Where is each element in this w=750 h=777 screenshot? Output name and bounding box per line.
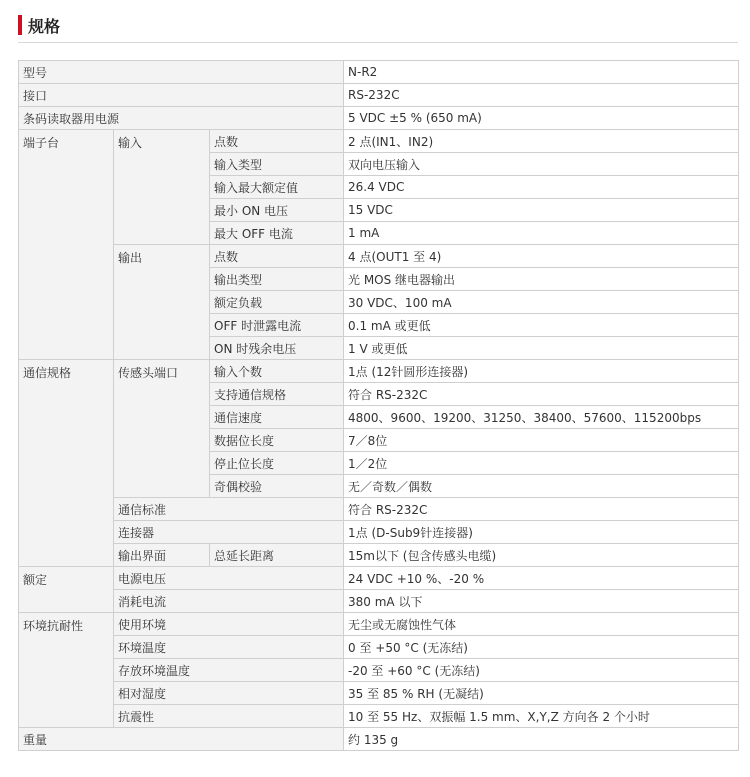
spec-label: 连接器 [114,521,344,544]
spec-label: 通信标准 [114,498,344,521]
table-row [19,728,739,751]
spec-value: 光 MOS 继电器输出 [344,268,739,291]
table-row [19,521,739,544]
spec-label: 奇偶校验 [210,475,344,498]
spec-value: 15 VDC [344,199,739,222]
spec-value: 10 至 55 Hz、双振幅 1.5 mm、X,Y,Z 方向各 2 个小时 [344,705,739,728]
spec-value: 1／2位 [344,452,739,475]
table-row [19,590,739,613]
spec-table [18,60,739,751]
group-label-terminal: 端子台 [19,130,114,360]
group-label-rated: 额定 [19,567,114,613]
spec-value: 2 点(IN1、IN2) [344,130,739,153]
table-row [19,498,739,521]
spec-label: 重量 [19,728,344,751]
spec-label: 最小 ON 电压 [210,199,344,222]
spec-label: 存放环境温度 [114,659,344,682]
spec-label: OFF 时泄露电流 [210,314,344,337]
spec-value: 15m以下 (包含传感头电缆) [344,544,739,567]
spec-label: 输入个数 [210,360,344,383]
spec-value: 1点 (D-Sub9针连接器) [344,521,739,544]
spec-value: 符合 RS-232C [344,383,739,406]
table-row [19,84,739,107]
section-header [18,14,60,36]
spec-label: 点数 [210,245,344,268]
spec-value: 24 VDC +10 %、-20 % [344,567,739,590]
spec-label: 总延长距离 [210,544,344,567]
subgroup-label-input: 输入 [114,130,210,245]
spec-value: 双向电压输入 [344,153,739,176]
spec-value: 35 至 85 % RH (无凝结) [344,682,739,705]
spec-label: 输入最大额定值 [210,176,344,199]
table-row [19,360,739,383]
spec-label: 环境温度 [114,636,344,659]
spec-label: 输入类型 [210,153,344,176]
spec-value: 无尘或无腐蚀性气体 [344,613,739,636]
subgroup-label-output-interface: 输出界面 [114,544,210,567]
spec-value: 30 VDC、100 mA [344,291,739,314]
spec-value: 4 点(OUT1 至 4) [344,245,739,268]
spec-label: 型号 [19,61,344,84]
spec-label: 相对湿度 [114,682,344,705]
spec-label: 停止位长度 [210,452,344,475]
spec-label: 使用环境 [114,613,344,636]
spec-value: 约 135 g [344,728,739,751]
subgroup-label-output: 输出 [114,245,210,360]
table-row [19,61,739,84]
spec-value: 7／8位 [344,429,739,452]
table-row [19,130,739,153]
spec-label: 通信速度 [210,406,344,429]
spec-value: 26.4 VDC [344,176,739,199]
spec-label: 输出类型 [210,268,344,291]
spec-value: 1点 (12针圆形连接器) [344,360,739,383]
spec-value: 无／奇数／偶数 [344,475,739,498]
spec-label: ON 时残余电压 [210,337,344,360]
spec-label: 额定负载 [210,291,344,314]
group-label-comm: 通信规格 [19,360,114,567]
spec-value: RS-232C [344,84,739,107]
spec-label: 条码读取器用电源 [19,107,344,130]
spec-label: 数据位长度 [210,429,344,452]
spec-value: 1 mA [344,222,739,245]
section-divider [18,42,738,43]
spec-label: 电源电压 [114,567,344,590]
table-row [19,636,739,659]
spec-value: 4800、9600、19200、31250、38400、57600、115200bps [344,406,739,429]
table-row [19,567,739,590]
spec-value: 0.1 mA 或更低 [344,314,739,337]
spec-label: 接口 [19,84,344,107]
table-row [19,659,739,682]
section-accent-bar [18,15,22,35]
spec-value: 380 mA 以下 [344,590,739,613]
subgroup-label-sensor-port: 传感头端口 [114,360,210,498]
table-row [19,245,739,268]
spec-value: 0 至 +50 °C (无冻结) [344,636,739,659]
group-label-env: 环境抗耐性 [19,613,114,728]
spec-label: 点数 [210,130,344,153]
spec-label: 最大 OFF 电流 [210,222,344,245]
table-row [19,682,739,705]
table-row [19,705,739,728]
spec-value: N-R2 [344,61,739,84]
spec-label: 支持通信规格 [210,383,344,406]
spec-value: 1 V 或更低 [344,337,739,360]
spec-value: 5 VDC ±5 % (650 mA) [344,107,739,130]
spec-label: 抗震性 [114,705,344,728]
table-row [19,613,739,636]
section-title: 规格 [28,16,61,36]
spec-value: 符合 RS-232C [344,498,739,521]
spec-label: 消耗电流 [114,590,344,613]
spec-value: -20 至 +60 °C (无冻结) [344,659,739,682]
table-row [19,544,739,567]
table-row [19,107,739,130]
